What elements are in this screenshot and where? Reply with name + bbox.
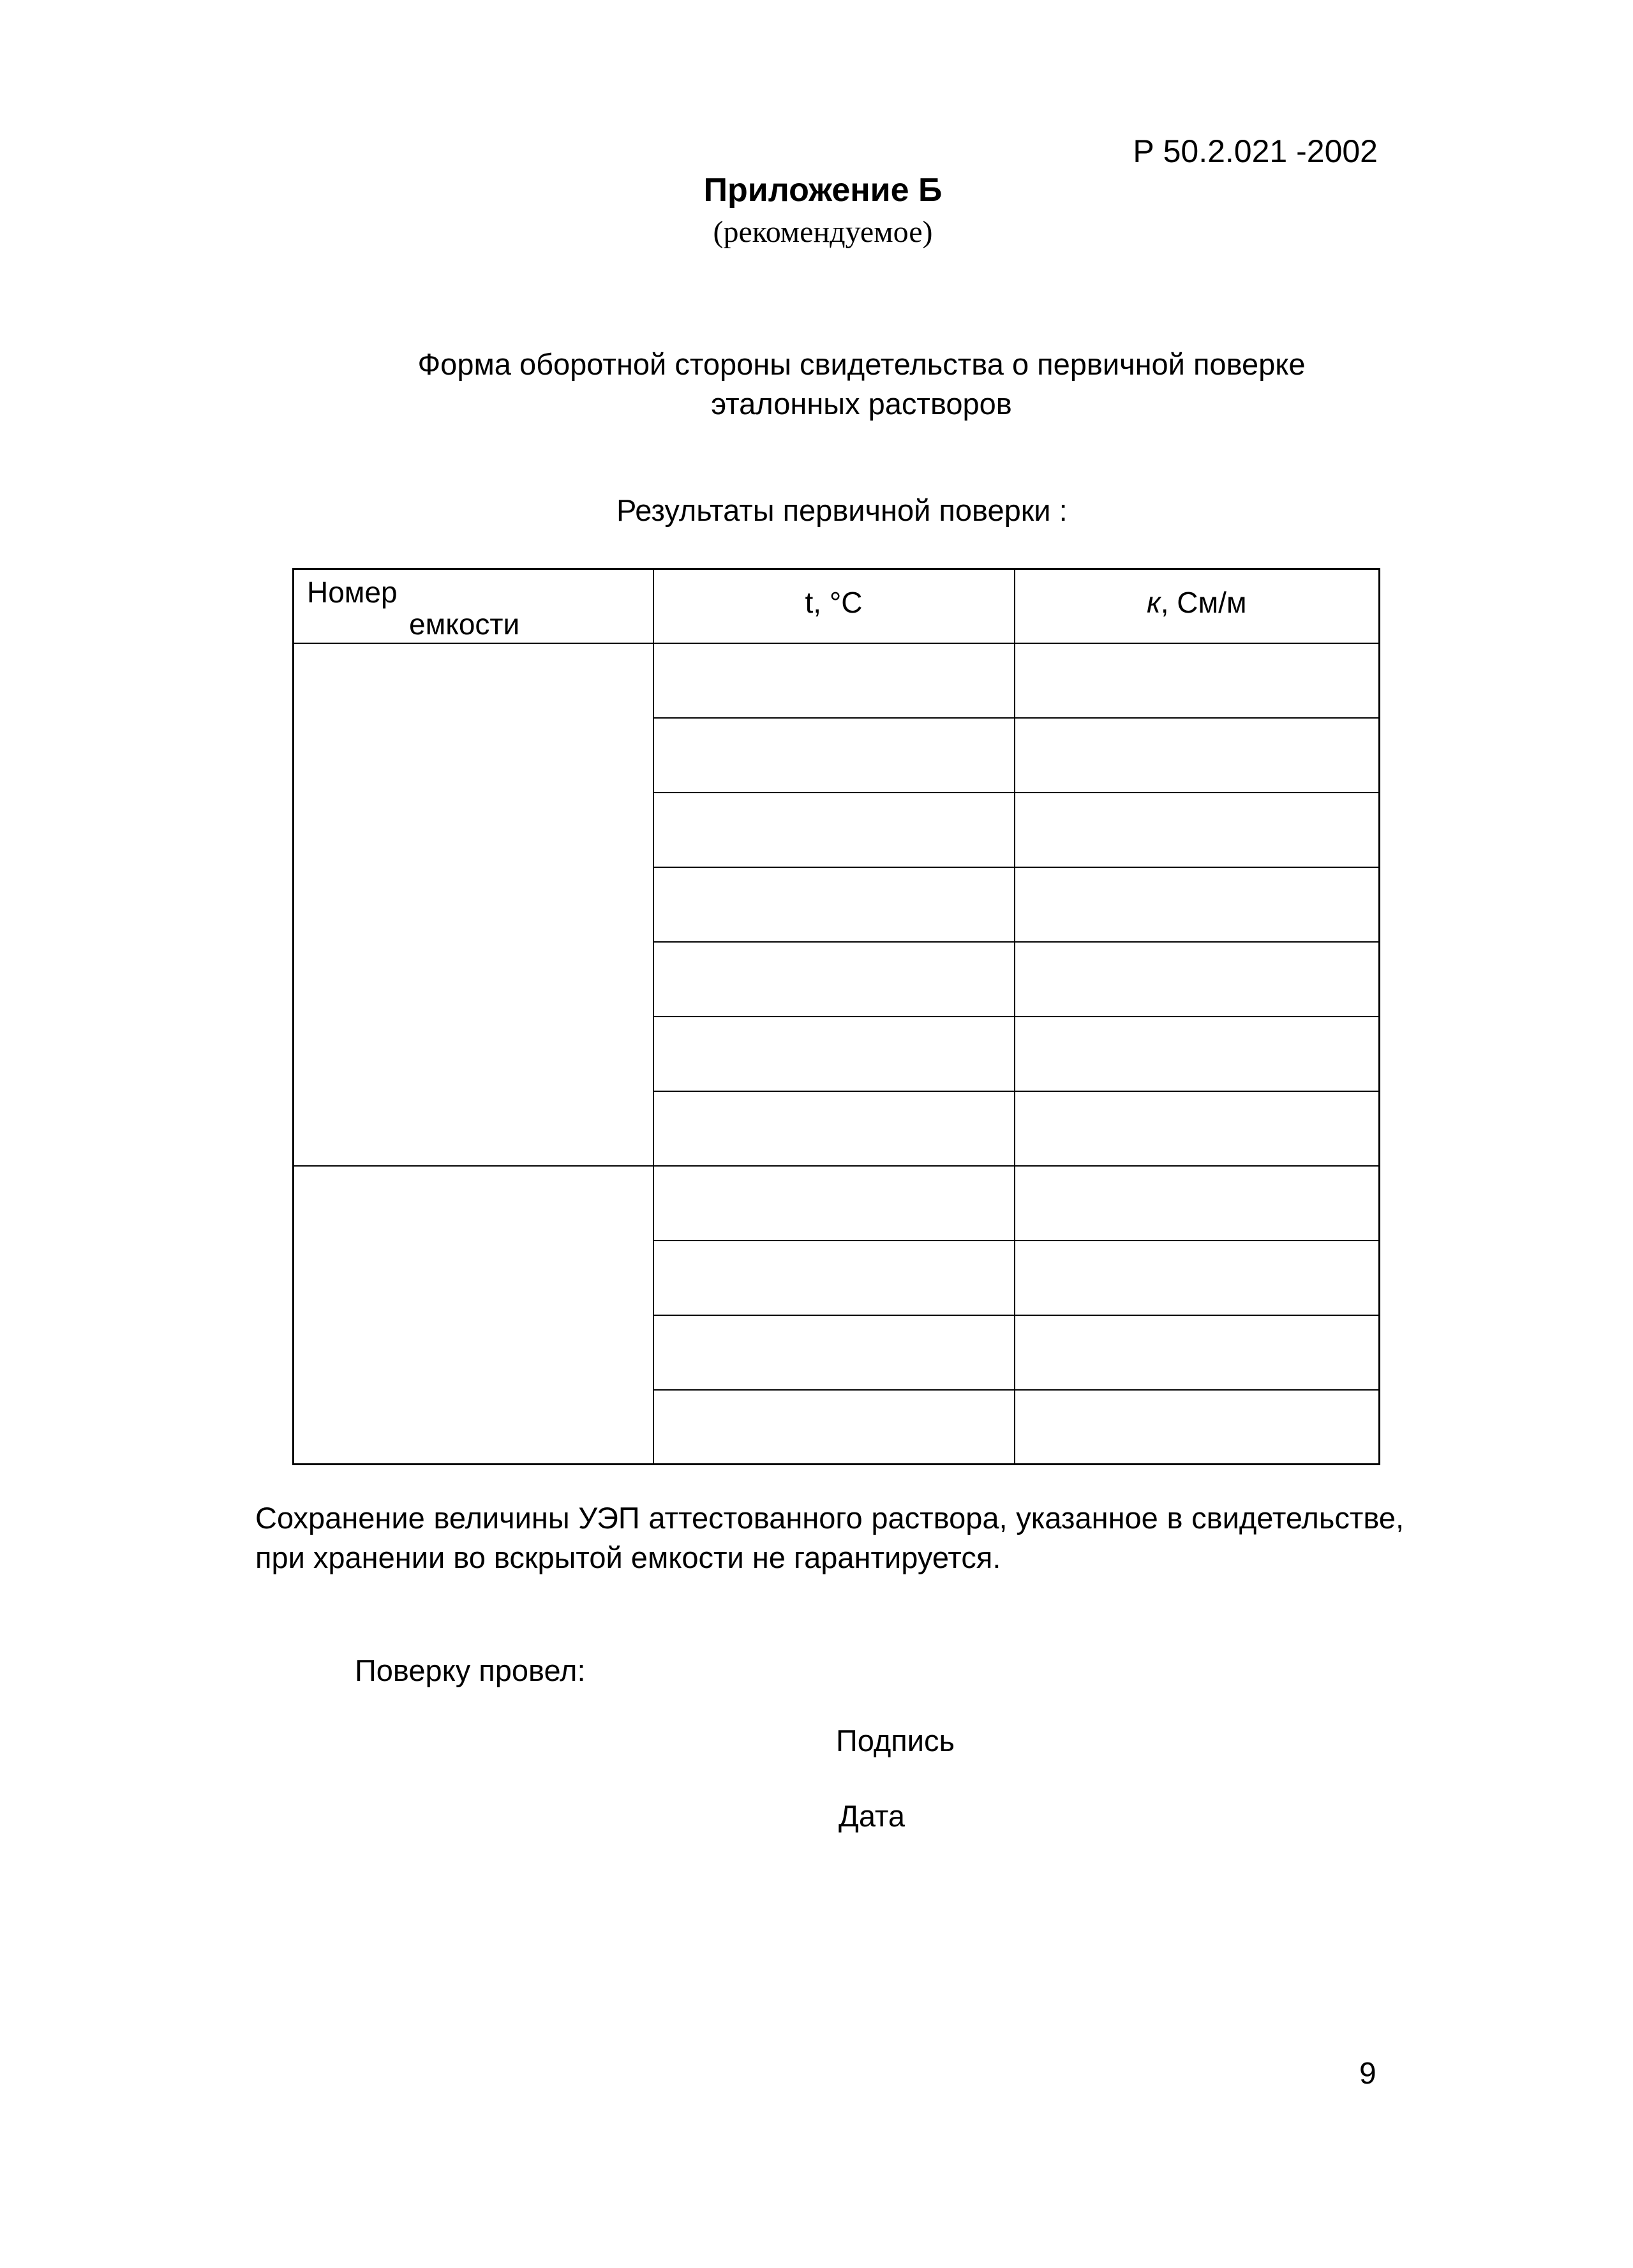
container-number-cell xyxy=(294,1166,653,1465)
table-row xyxy=(294,643,1380,718)
conductivity-cell xyxy=(1015,1241,1380,1315)
temperature-cell xyxy=(653,1241,1015,1315)
form-title: Форма оборотной стороны свидетельства о первичной поверке эталонных растворов xyxy=(417,347,1306,421)
conductivity-cell xyxy=(1015,643,1380,718)
header-conductivity xyxy=(1015,569,1380,643)
temperature-cell xyxy=(653,1390,1015,1465)
temperature-cell xyxy=(653,942,1015,1017)
temperature-cell xyxy=(653,1017,1015,1091)
header-container-number xyxy=(294,569,653,643)
temperature-cell xyxy=(653,793,1015,867)
conductivity-cell xyxy=(1015,1166,1380,1241)
conductivity-symbol: к xyxy=(1146,586,1161,619)
results-table xyxy=(292,568,1380,1465)
header-temperature: t, °C xyxy=(653,569,1015,643)
document-number: Р 50.2.021 -2002 xyxy=(1133,133,1378,169)
temperature-cell xyxy=(653,718,1015,793)
container-number-cell xyxy=(294,643,653,1166)
temperature-cell xyxy=(653,867,1015,942)
temperature-cell xyxy=(653,1091,1015,1166)
header-container-number-line1: Номер xyxy=(307,576,398,609)
performed-by-label: Поверку провел: xyxy=(355,1653,586,1687)
conductivity-cell xyxy=(1015,867,1380,942)
conductivity-cell xyxy=(1015,1091,1380,1166)
conductivity-cell xyxy=(1015,793,1380,867)
conductivity-cell xyxy=(1015,1315,1380,1390)
conductivity-cell xyxy=(1015,1017,1380,1091)
appendix-subtitle: (рекомендуемое) xyxy=(713,215,933,249)
date-label: Дата xyxy=(839,1799,906,1833)
table-header-row xyxy=(294,569,1380,643)
temperature-cell xyxy=(653,1166,1015,1241)
storage-note: Сохранение величины УЭП аттестованного раствора, указанное в свидетельстве, при хранении во вскрытой емкости не гарантируется. xyxy=(255,1501,1404,1574)
conductivity-unit: , См/м xyxy=(1160,586,1247,619)
table-row xyxy=(294,1166,1380,1241)
signature-label: Подпись xyxy=(836,1724,955,1757)
conductivity-cell xyxy=(1015,1390,1380,1465)
conductivity-cell xyxy=(1015,718,1380,793)
temperature-cell xyxy=(653,1315,1015,1390)
results-heading: Результаты первичной поверки : xyxy=(616,493,1068,527)
temperature-cell xyxy=(653,643,1015,718)
page-number: 9 xyxy=(1359,2057,1376,2091)
conductivity-cell xyxy=(1015,942,1380,1017)
header-container-number-line2: емкости xyxy=(409,608,520,641)
appendix-title: Приложение Б xyxy=(703,172,943,209)
